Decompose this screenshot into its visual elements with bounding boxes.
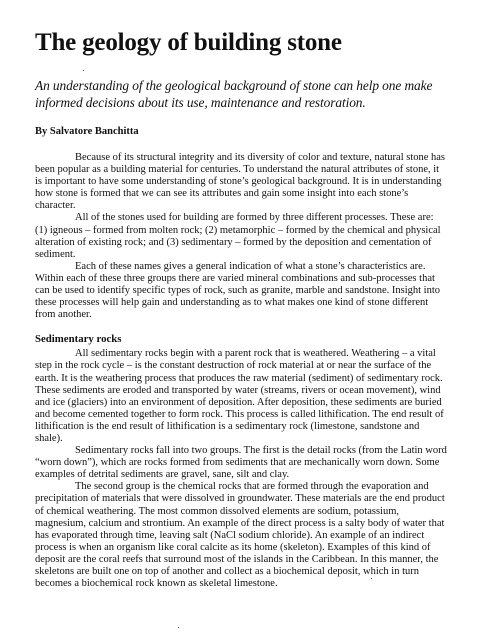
intro-paragraph: Each of these names gives a general indication of what a stone’s characteristics are. Within each of these three groups there are varied mineral combinations and sub-processes that can be used to identify specific types of rock, such as granite, marble and sandstone. Insight into these processes will help gain and understanding as to what makes one kind of stone different from another. — [35, 260, 441, 321]
section-paragraph: Sedimentary rocks fall into two groups. The first is the detail rocks (from the Latin word “worn down”), which are rocks formed from sediments that are mechanically worn down. Some examples of detrital sediments are gravel, sane, silt and clay. — [35, 445, 447, 481]
scan-speck — [83, 70, 84, 71]
document-page — [35, 28, 448, 590]
page-title: The geology of building stone — [35, 29, 342, 56]
article-subtitle: An understanding of the geological background of stone can help one make informed decisions about its use, maintenance and restoration. — [35, 78, 433, 110]
scan-speck — [371, 578, 372, 579]
section-heading: Sedimentary rocks — [35, 333, 122, 346]
scan-speck — [178, 627, 179, 628]
section-paragraph: The second group is the chemical rocks that are formed through the evaporation and precipitation of materials that were dissolved in groundwater. These materials are the end product of chemical weathering. The most common dissolved elements are sodium, potassium, magnesium, calcium and strontium. An example of the direct process is a salty body of water that has evaporated through time, leaving salt (NaCl sodium chloride). An example of an indirect process is when an organism like coral calcite as its home (skeleton). Examples of this kind of deposit are the coral reefs that surround most of the islands in the Caribbean. In this manner, the skeletons are built one on top of another and collect as a biochemical deposit, which in turn becomes a biochemical rock known as skeletal limestone. — [35, 481, 445, 590]
author-byline: By Salvatore Banchitta — [35, 126, 139, 137]
section-paragraph: All sedimentary rocks begin with a parent rock that is weathered. Weathering – a vital step in the rock cycle – is the constant destruction of rock material at or near the surface of the earth. It is the weathering process that produces the raw material (sediment) of sedimentary rock. These sediments are eroded and transported by water (streams, rivers or ocean movement), wind and ice (glaciers) into an environment of deposition. After deposition, these sediments are buried and become cemented together to form rock. This process is called lithification. The end result of lithification is the end result of lithification is a sedimentary rock (limestone, sandstone and shale). — [35, 348, 444, 444]
intro-paragraph: Because of its structural integrity and its diversity of color and texture, natural stone has been popular as a building material for centuries. To understand the natural attributes of stone, it is important to have some understanding of stone’s geological background. It is in understanding how stone is formed that we can see its attributes and gain some insight into each stone’s character. — [35, 152, 446, 212]
intro-paragraph: All of the stones used for building are formed by three different processes. These are: (1) igneous – formed from molten rock; (2) metamorphic – formed by the chemical and physical alteration of existing rock; and (3) sedimentary – formed by the deposition and cementation of sediment. — [35, 212, 441, 260]
